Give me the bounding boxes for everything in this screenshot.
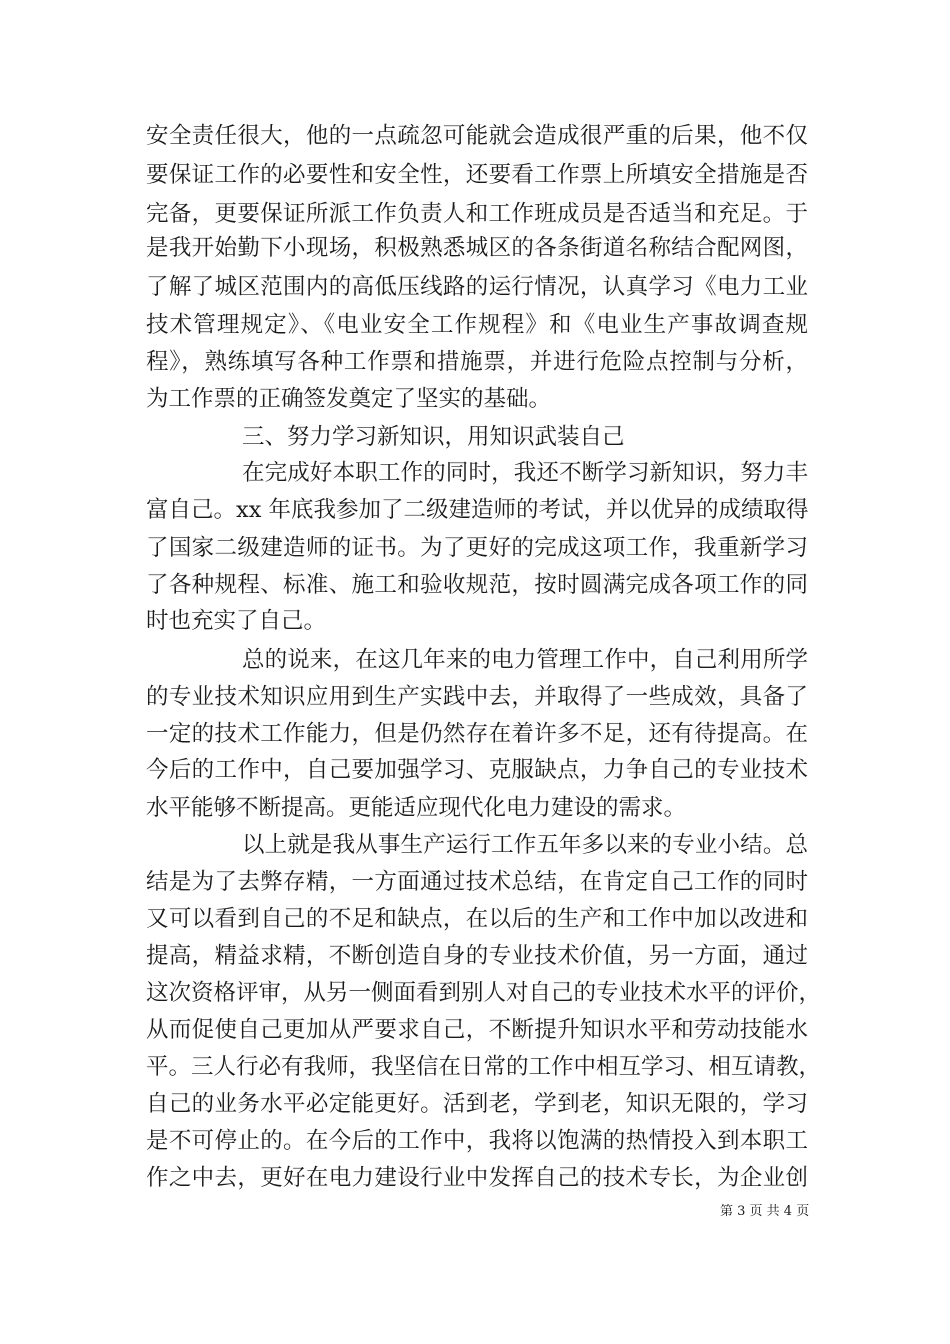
body-text-line: 完备，更要保证所派工作负责人和工作班成员是否适当和充足。于 xyxy=(146,201,808,227)
body-text-line: 安全责任很大，他的一点疏忽可能就会造成很严重的后果，他不仅 xyxy=(146,123,808,149)
body-text-line: 时也充实了自己。 xyxy=(146,608,327,634)
body-text-line: 的专业技术知识应用到生产实践中去，并取得了一些成效，具备了 xyxy=(146,684,808,710)
body-text-line: 技术管理规定》、《电业安全工作规程》和《电业生产事故调查规 xyxy=(146,312,808,338)
body-text-line: 从而促使自己更加从严要求自己，不断提升知识水平和劳动技能水 xyxy=(146,1017,808,1043)
body-text-line: 了国家二级建造师的证书。为了更好的完成这项工作，我重新学习 xyxy=(146,535,808,561)
body-text-line: 程》，熟练填写各种工作票和措施票，并进行危险点控制与分析， xyxy=(146,349,808,375)
body-text-line: 是不可停止的。在今后的工作中，我将以饱满的热情投入到本职工 xyxy=(146,1128,808,1154)
section-heading: 三、努力学习新知识，用知识武装自己 xyxy=(242,424,625,450)
body-text-line: 提高，精益求精，不断创造自身的专业技术价值，另一方面，通过 xyxy=(146,943,808,969)
body-text-line: 水平能够不断提高。更能适应现代化电力建设的需求。 xyxy=(146,795,687,821)
page-number: 第 3 页 共 4 页 xyxy=(720,1204,810,1219)
body-text-line: 自己的业务水平必定能更好。活到老，学到老，知识无限的，学习 xyxy=(146,1091,808,1117)
body-text-line: 又可以看到自己的不足和缺点，在以后的生产和工作中加以改进和 xyxy=(146,906,808,932)
body-text-line: 要保证工作的必要性和安全性，还要看工作票上所填安全措施是否 xyxy=(146,162,808,188)
body-text-line: 作之中去，更好在电力建设行业中发挥自己的技术专长，为企业创 xyxy=(146,1165,808,1191)
body-text-line: 了各种规程、标准、施工和验收规范，按时圆满完成各项工作的同 xyxy=(146,572,808,598)
body-text-line: 了解了城区范围内的高低压线路的运行情况，认真学习《电力工业 xyxy=(146,274,808,300)
body-text-line: 这次资格评审，从另一侧面看到别人对自己的专业技术水平的评价， xyxy=(146,980,822,1006)
body-text-line: 为工作票的正确签发奠定了坚实的基础。 xyxy=(146,386,552,412)
body-text-line: 今后的工作中，自己要加强学习、克服缺点，力争自己的专业技术 xyxy=(146,757,808,783)
body-text-line: 总的说来，在这几年来的电力管理工作中，自己利用所学 xyxy=(242,647,808,673)
body-text-line: 一定的技术工作能力，但是仍然存在着许多不足，还有待提高。在 xyxy=(146,721,808,747)
body-text-line: 以上就是我从事生产运行工作五年多以来的专业小结。总 xyxy=(242,832,808,858)
body-text-line: 结是为了去弊存精，一方面通过技术总结，在肯定自己工作的同时 xyxy=(146,869,808,895)
body-text-line: 富自己。xx 年底我参加了二级建造师的考试，并以优异的成绩取得 xyxy=(146,497,809,523)
body-text-line: 平。三人行必有我师，我坚信在日常的工作中相互学习、相互请教， xyxy=(146,1054,822,1080)
body-text-line: 是我开始勤下小现场，积极熟悉城区的各条街道名称结合配网图， xyxy=(146,235,808,261)
body-text-line: 在完成好本职工作的同时，我还不断学习新知识，努力丰 xyxy=(242,460,808,486)
